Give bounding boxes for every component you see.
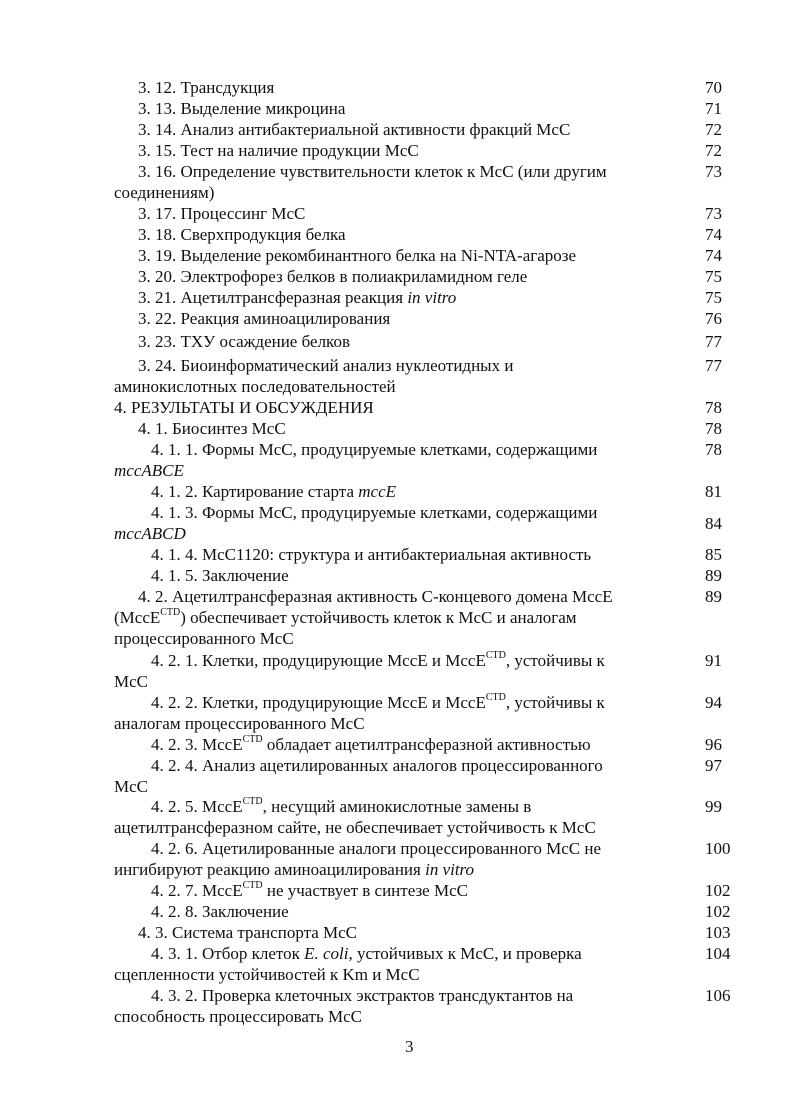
toc-page-number: 78 [705, 398, 722, 417]
toc-page-number: 74 [705, 225, 722, 244]
toc-page-number: 72 [705, 141, 722, 160]
toc-page-number: 74 [705, 246, 722, 265]
toc-entry-title: 4. 2. Ацетилтрансферазная активность С-концевого домена MccE [138, 587, 613, 606]
toc-page-number: 73 [705, 162, 722, 181]
toc-entry-title: 4. 2. 6. Ацетилированные аналоги процессированного McC не [151, 839, 602, 858]
toc-entry-title-continuation: McC [114, 777, 148, 796]
toc-page-number: 102 [705, 881, 731, 900]
toc-page-number: 78 [705, 419, 722, 438]
toc-page-number: 97 [705, 756, 722, 775]
toc-page-number: 81 [705, 482, 722, 501]
toc-entry-title: 3. 15. Тест на наличие продукции McC [138, 141, 419, 160]
toc-entry-title: 3. 18. Сверхпродукция белка [138, 225, 346, 244]
toc-entry-title: 3. 17. Процессинг McC [138, 204, 306, 223]
toc-page-number: 76 [705, 309, 722, 328]
toc-page-number: 91 [705, 651, 722, 670]
toc-page-number: 84 [705, 514, 722, 533]
toc-page-number: 102 [705, 902, 731, 921]
toc-entry-title: 4. 2. 2. Клетки, продуцирующие MccE и MccE$^{CTD}$, устойчивы к [151, 692, 605, 712]
toc-entry-title-continuation: способность процессировать McC [114, 1007, 362, 1026]
toc-page-number: 89 [705, 566, 722, 585]
toc-page-number: 73 [705, 204, 722, 223]
toc-entry-title: 3. 14. Анализ антибактериальной активности фракций McC [138, 120, 571, 139]
toc-entry-title-continuation: ингибируют реакцию аминоацилирования in vitro [114, 860, 475, 879]
toc-entry-title-continuation: mccABCD [114, 524, 186, 543]
toc-page-number: 70 [705, 78, 722, 97]
toc-entry-title-continuation: процессированного McC [114, 629, 294, 648]
toc-entry-title: 4. 2. 7. MccE$^{CTD}$ не участвует в синтезе McC [151, 880, 468, 900]
toc-page-number: 100 [705, 839, 731, 858]
toc-entry-title-continuation: mccABCE [114, 461, 184, 480]
toc-entry-title: 4. 3. 2. Проверка клеточных экстрактов трансдуктантов на [151, 986, 574, 1005]
toc-page-number: 104 [705, 944, 731, 963]
toc-page-number: 77 [705, 356, 722, 375]
toc-entry-title: 4. 2. 8. Заключение [151, 902, 289, 921]
toc-entry-title: 3. 16. Определение чувствительности клеток к McC (или другим [138, 162, 607, 181]
toc-page-number: 106 [705, 986, 731, 1005]
toc-page-number: 103 [705, 923, 731, 942]
toc-page-number: 89 [705, 587, 722, 606]
toc-entry-title: 4. 1. 1. Формы McC, продуцируемые клетками, содержащими [151, 440, 598, 459]
toc-entry-title: 4. 1. 4. McC1120: структура и антибактериальная активность [151, 545, 592, 564]
toc-entry-title-continuation: аналогам процессированного McC [114, 714, 365, 733]
toc-entry-title-continuation: аминокислотных последовательностей [114, 377, 396, 396]
toc-entry-title: 4. 2. 1. Клетки, продуцирующие MccE и MccE$^{CTD}$, устойчивы к [151, 650, 605, 670]
toc-entry-title: 4. 1. 3. Формы McC, продуцируемые клетками, содержащими [151, 503, 598, 522]
toc-entry-title: 3. 22. Реакция аминоацилирования [138, 309, 391, 328]
toc-entry-title: 4. 2. 5. MccE$^{CTD}$, несущий аминокислотные замены в [151, 796, 532, 816]
toc-entry-title: 3. 19. Выделение рекомбинантного белка на Ni-NTA-агарозе [138, 246, 577, 265]
toc-entry-title: 3. 13. Выделение микроцина [138, 99, 346, 118]
toc-page-number: 75 [705, 288, 722, 307]
toc-entry-title: 3. 20. Электрофорез белков в полиакриламидном геле [138, 267, 528, 286]
toc-entry-title: 4. 3. Система транспорта McC [138, 923, 358, 942]
toc-entry-title: 4. 1. 5. Заключение [151, 566, 289, 585]
toc-page-number: 75 [705, 267, 722, 286]
toc-page-number: 77 [705, 332, 722, 351]
toc-page-number: 72 [705, 120, 722, 139]
toc-page-number: 78 [705, 440, 722, 459]
toc-entry-title: 3. 12. Трансдукция [138, 78, 275, 97]
toc-page-number: 96 [705, 735, 722, 754]
toc-entry-title-continuation: McC [114, 672, 148, 691]
toc-entry-title-continuation: ацетилтрансферазном сайте, не обеспечивает устойчивость к McC [114, 818, 596, 837]
toc-page-number: 99 [705, 797, 722, 816]
toc-entry-title: 4. 2. 4. Анализ ацетилированных аналогов процессированного [151, 756, 603, 775]
page-number-footer: 3 [405, 1037, 414, 1056]
toc-chapter-title: 4. РЕЗУЛЬТАТЫ И ОБСУЖДЕНИЯ [114, 398, 374, 417]
toc-page-number: 71 [705, 99, 722, 118]
toc-entry-title: 3. 23. ТХУ осаждение белков [138, 332, 350, 351]
toc-page-number: 85 [705, 545, 722, 564]
toc-entry-title: 3. 24. Биоинформатический анализ нуклеотидных и [138, 356, 514, 375]
toc-entry-title: 4. 1. 2. Картирование старта mccE [151, 482, 397, 501]
toc-entry-title-continuation: сцепленности устойчивостей к Km и McC [114, 965, 420, 984]
toc-entry-title-continuation: (MccE$^{CTD}$) обеспечивает устойчивость клеток к McC и аналогам [114, 607, 577, 627]
toc-entry-title: 3. 21. Ацетилтрансферазная реакция in vitro [138, 288, 457, 307]
toc-page-number: 94 [705, 693, 722, 712]
toc-entry-title: 4. 1. Биосинтез McC [138, 419, 286, 438]
toc-entry-title: 4. 2. 3. MccE$^{CTD}$ обладает ацетилтрансферазной активностью [151, 734, 591, 754]
toc-entry-title-continuation: соединениям) [114, 183, 215, 202]
toc-entry-title: 4. 3. 1. Отбор клеток E. coli, устойчивых к McC, и проверка [151, 944, 582, 963]
